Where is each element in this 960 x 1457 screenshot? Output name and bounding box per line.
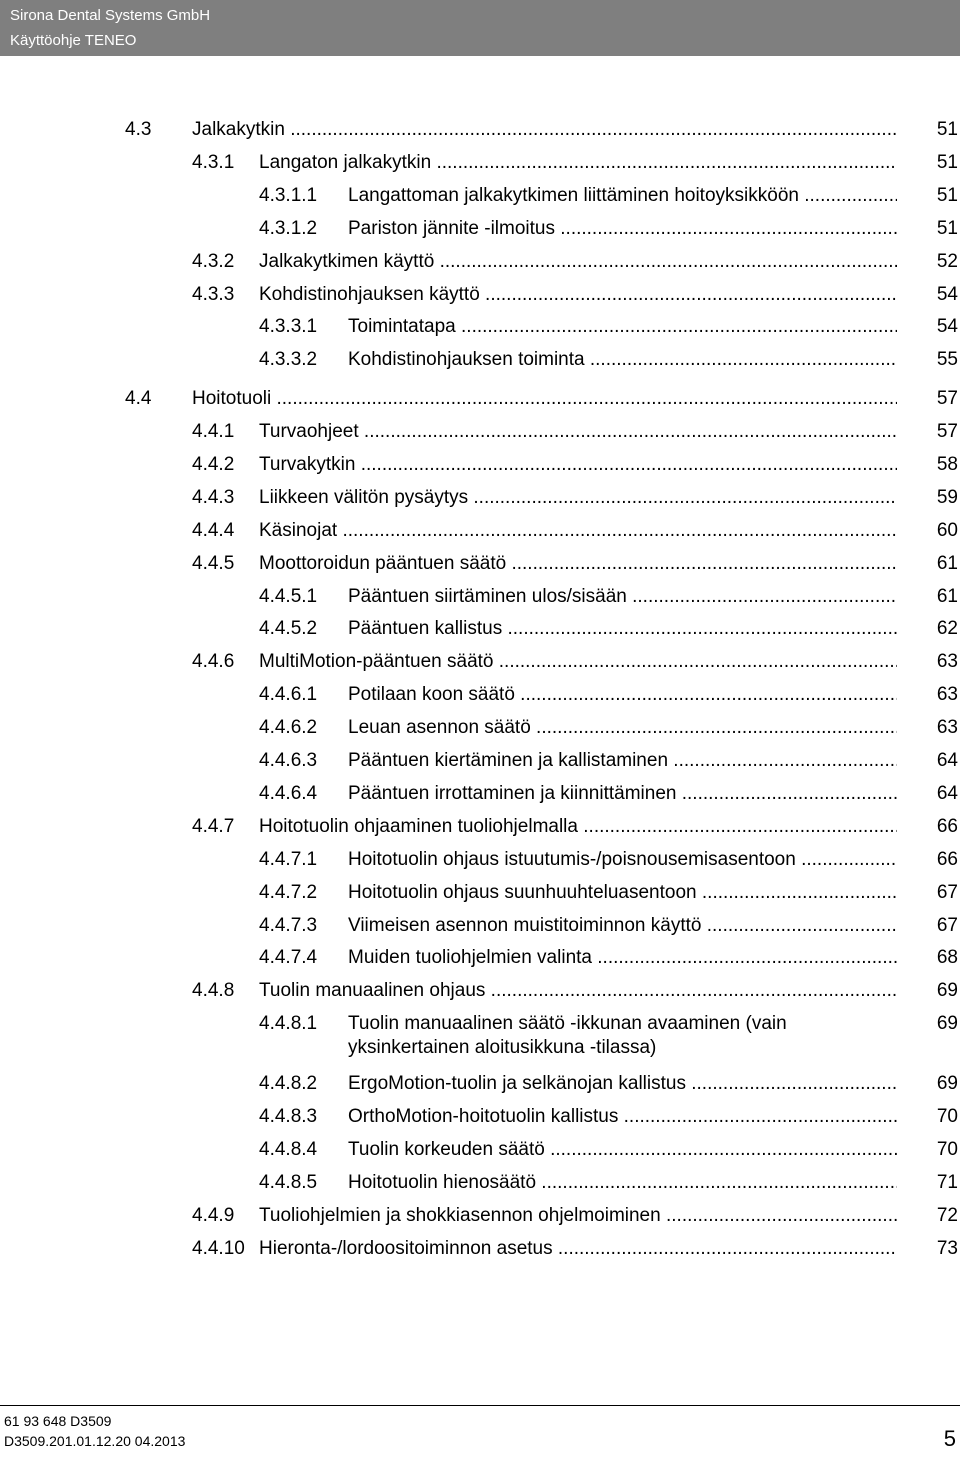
toc-entry-page: 61 bbox=[936, 553, 958, 574]
toc-entry-number: 4.4.7.1 bbox=[259, 849, 318, 870]
toc-entry-title: Muiden tuoliohjelmien valinta ..... bbox=[348, 946, 897, 970]
toc-entry-page: 54 bbox=[936, 316, 958, 337]
toc-entry-title: ErgoMotion-tuolin ja selkänojan kallistus ..... bbox=[348, 1072, 897, 1096]
toc-entry-title: Tuolin korkeuden säätö ..... bbox=[348, 1138, 897, 1162]
toc-entry-number: 4.4.8.5 bbox=[259, 1172, 318, 1193]
toc-entry-number: 4.4.9 bbox=[192, 1205, 235, 1226]
toc-entry-number: 4.4.7.3 bbox=[259, 915, 318, 936]
toc-entry-title: Langaton jalkakytkin ..... bbox=[259, 151, 897, 175]
toc-entry-title: Turvaohjeet ..... bbox=[259, 420, 897, 444]
toc-entry-title: Pääntuen siirtäminen ulos/sisään ..... bbox=[348, 585, 897, 609]
toc-entry-title: Hoitotuolin ohjaus istuutumis-/poisnousemisasentoon ..... bbox=[348, 848, 897, 872]
toc-entry-page: 52 bbox=[936, 251, 958, 272]
toc-entry-number: 4.4.7.2 bbox=[259, 882, 318, 903]
toc-entry-title: Moottoroidun pääntuen säätö ..... bbox=[259, 552, 897, 576]
toc-entry[interactable] bbox=[0, 782, 960, 806]
toc-entry-number: 4.4.5 bbox=[192, 553, 235, 574]
toc-entry-page: 70 bbox=[936, 1106, 958, 1127]
toc-entry[interactable] bbox=[0, 387, 960, 411]
toc-entry[interactable] bbox=[0, 250, 960, 274]
toc-entry-number: 4.4.6.4 bbox=[259, 783, 318, 804]
toc-entry[interactable] bbox=[0, 617, 960, 641]
toc-entry-page: 51 bbox=[936, 119, 958, 140]
toc-entry-title: Turvakytkin ..... bbox=[259, 453, 897, 477]
toc-entry-number: 4.4.8.4 bbox=[259, 1139, 318, 1160]
toc-entry-page: 68 bbox=[936, 947, 958, 968]
toc-entry-title: Pääntuen kiertäminen ja kallistaminen ..... bbox=[348, 749, 897, 773]
toc-entry-page: 57 bbox=[936, 388, 958, 409]
toc-entry[interactable] bbox=[0, 283, 960, 307]
toc-entry-number: 4.4.8.2 bbox=[259, 1073, 318, 1094]
toc-entry[interactable] bbox=[0, 1105, 960, 1129]
toc-entry-number: 4.4.8.3 bbox=[259, 1106, 318, 1127]
toc-entry[interactable] bbox=[0, 420, 960, 444]
toc-entry[interactable] bbox=[0, 1072, 960, 1096]
toc-entry-title: Jalkakytkin ..... bbox=[192, 118, 897, 142]
toc-entry[interactable] bbox=[0, 1237, 960, 1261]
toc-entry[interactable] bbox=[0, 552, 960, 576]
toc-entry-page: 66 bbox=[936, 816, 958, 837]
toc-entry[interactable] bbox=[0, 1171, 960, 1195]
toc-entry-number: 4.4.8 bbox=[192, 980, 235, 1001]
toc-entry-page: 61 bbox=[936, 586, 958, 607]
toc-entry-number: 4.3.3.2 bbox=[259, 349, 318, 370]
toc-entry-title: Toimintatapa ..... bbox=[348, 315, 897, 339]
toc-entry-title: Kohdistinohjauksen käyttö ..... bbox=[259, 283, 897, 307]
toc-entry-page: 60 bbox=[936, 520, 958, 541]
toc-entry-title: Käsinojat ..... bbox=[259, 519, 897, 543]
toc-entry-page: 67 bbox=[936, 915, 958, 936]
header-document-title: Käyttöohje TENEO bbox=[10, 32, 137, 49]
toc-entry-number: 4.4.4 bbox=[192, 520, 235, 541]
toc-entry-page: 51 bbox=[936, 218, 958, 239]
toc-entry-title: Hoitotuolin ohjaaminen tuoliohjelmalla ..... bbox=[259, 815, 897, 839]
toc-entry[interactable] bbox=[0, 1138, 960, 1162]
toc-entry-title: Hoitotuoli ..... bbox=[192, 387, 897, 411]
toc-entry[interactable] bbox=[0, 118, 960, 142]
header-band bbox=[0, 0, 960, 56]
toc-entry[interactable] bbox=[0, 348, 960, 372]
toc-entry-title: Hoitotuolin ohjaus suunhuuhteluasentoon ..... bbox=[348, 881, 897, 905]
toc-entry-title: Hieronta-/lordoositoiminnon asetus ..... bbox=[259, 1237, 897, 1261]
toc-entry-title: Tuolin manuaalinen säätö -ikkunan avaaminen (vain yksinkertainen aloitusikkuna -tilassa) bbox=[348, 1013, 787, 1058]
toc-entry-title: Pääntuen irrottaminen ja kiinnittäminen ..... bbox=[348, 782, 897, 806]
toc-entry-number: 4.4.3 bbox=[192, 487, 235, 508]
toc-entry-title: Langattoman jalkakytkimen liittäminen hoitoyksikköön ..... bbox=[348, 184, 897, 208]
footer-divider bbox=[0, 1405, 960, 1406]
header-company: Sirona Dental Systems GmbH bbox=[10, 7, 211, 24]
toc-entry[interactable] bbox=[0, 979, 960, 1003]
toc-entry-number: 4.4.10 bbox=[192, 1238, 245, 1259]
toc-entry-title: Kohdistinohjauksen toiminta ..... bbox=[348, 348, 897, 372]
toc-entry-number: 4.4.5.2 bbox=[259, 618, 318, 639]
toc-entry-page: 62 bbox=[936, 618, 958, 639]
toc-entry-title: Potilaan koon säätö ..... bbox=[348, 683, 897, 707]
toc-entry[interactable] bbox=[0, 315, 960, 339]
toc-entry-page: 69 bbox=[936, 1013, 958, 1034]
toc-entry[interactable] bbox=[0, 184, 960, 208]
toc-entry[interactable] bbox=[0, 946, 960, 970]
toc-entry-page: 72 bbox=[936, 1205, 958, 1226]
toc-entry-title: Tuolin manuaalinen ohjaus ..... bbox=[259, 979, 897, 1003]
toc-entry-page: 69 bbox=[936, 980, 958, 1001]
toc-entry[interactable] bbox=[0, 815, 960, 839]
toc-entry[interactable] bbox=[0, 650, 960, 674]
toc-entry-number: 4.3.1.2 bbox=[259, 218, 318, 239]
toc-entry-number: 4.3.2 bbox=[192, 251, 235, 272]
toc-entry-page: 64 bbox=[936, 750, 958, 771]
toc-entry[interactable] bbox=[0, 217, 960, 241]
toc-entry-page: 71 bbox=[936, 1172, 958, 1193]
toc-entry[interactable] bbox=[0, 749, 960, 773]
toc-entry-title: Pariston jännite -ilmoitus ..... bbox=[348, 217, 897, 241]
toc-entry-title: MultiMotion-pääntuen säätö ..... bbox=[259, 650, 897, 674]
toc-entry-number: 4.3.1.1 bbox=[259, 185, 318, 206]
toc-entry-number: 4.3.3 bbox=[192, 284, 235, 305]
toc-entry-number: 4.4.7.4 bbox=[259, 947, 318, 968]
footer-revision: D3509.201.01.12.20 04.2013 bbox=[4, 1433, 186, 1449]
toc-entry[interactable] bbox=[0, 914, 960, 938]
toc-entry[interactable] bbox=[0, 1204, 960, 1228]
toc-entry-page: 66 bbox=[936, 849, 958, 870]
toc-entry-page: 67 bbox=[936, 882, 958, 903]
toc-entry-page: 55 bbox=[936, 349, 958, 370]
toc-entry-page: 64 bbox=[936, 783, 958, 804]
toc-entry-number: 4.3 bbox=[125, 119, 152, 140]
toc-entry-number: 4.4.6.2 bbox=[259, 717, 318, 738]
toc-entry[interactable] bbox=[0, 519, 960, 543]
toc-entry-title: Pääntuen kallistus ..... bbox=[348, 617, 897, 641]
toc-entry[interactable] bbox=[0, 151, 960, 175]
toc-entry-number: 4.4.6.1 bbox=[259, 684, 318, 705]
toc-entry-page: 51 bbox=[936, 152, 958, 173]
toc-entry-number: 4.4.5.1 bbox=[259, 586, 318, 607]
toc-entry-page: 63 bbox=[936, 651, 958, 672]
toc-entry-page: 51 bbox=[936, 185, 958, 206]
toc-entry[interactable] bbox=[0, 1012, 960, 1064]
toc-entry-number: 4.3.1 bbox=[192, 152, 235, 173]
toc-entry-page: 70 bbox=[936, 1139, 958, 1160]
toc-entry-page: 57 bbox=[936, 421, 958, 442]
toc-entry-page: 58 bbox=[936, 454, 958, 475]
toc-entry-title: Hoitotuolin hienosäätö ..... bbox=[348, 1171, 897, 1195]
toc-entry-page: 73 bbox=[936, 1238, 958, 1259]
toc-entry-title: OrthoMotion-hoitotuolin kallistus ..... bbox=[348, 1105, 897, 1129]
toc-entry-number: 4.3.3.1 bbox=[259, 316, 318, 337]
toc-entry-number: 4.4.6 bbox=[192, 651, 235, 672]
toc-entry-title: Leuan asennon säätö ..... bbox=[348, 716, 897, 740]
toc-entry[interactable] bbox=[0, 453, 960, 477]
toc-entry[interactable] bbox=[0, 486, 960, 510]
toc-entry-title: Viimeisen asennon muistitoiminnon käyttö ..... bbox=[348, 914, 897, 938]
toc-entry[interactable] bbox=[0, 683, 960, 707]
toc-entry-number: 4.4.6.3 bbox=[259, 750, 318, 771]
toc-entry-number: 4.4.8.1 bbox=[259, 1013, 318, 1034]
toc-entry[interactable] bbox=[0, 881, 960, 905]
toc-entry-number: 4.4.2 bbox=[192, 454, 235, 475]
footer-page-number: 5 bbox=[943, 1426, 956, 1451]
toc-entry-number: 4.4.7 bbox=[192, 816, 235, 837]
toc-entry-page: 69 bbox=[936, 1073, 958, 1094]
toc-entry[interactable] bbox=[0, 848, 960, 872]
toc-entry[interactable] bbox=[0, 716, 960, 740]
toc-entry-page: 59 bbox=[936, 487, 958, 508]
footer-document-code: 61 93 648 D3509 bbox=[4, 1413, 112, 1429]
toc-entry-page: 54 bbox=[936, 284, 958, 305]
toc-entry-page: 63 bbox=[936, 717, 958, 738]
toc-entry[interactable] bbox=[0, 585, 960, 609]
toc-entry-title: Jalkakytkimen käyttö ..... bbox=[259, 250, 897, 274]
toc-entry-page: 63 bbox=[936, 684, 958, 705]
toc-entry-title: Liikkeen välitön pysäytys ..... bbox=[259, 486, 897, 510]
toc-entry-number: 4.4 bbox=[125, 388, 152, 409]
toc-entry-number: 4.4.1 bbox=[192, 421, 235, 442]
toc-entry-title: Tuoliohjelmien ja shokkiasennon ohjelmoiminen ..... bbox=[259, 1204, 897, 1228]
